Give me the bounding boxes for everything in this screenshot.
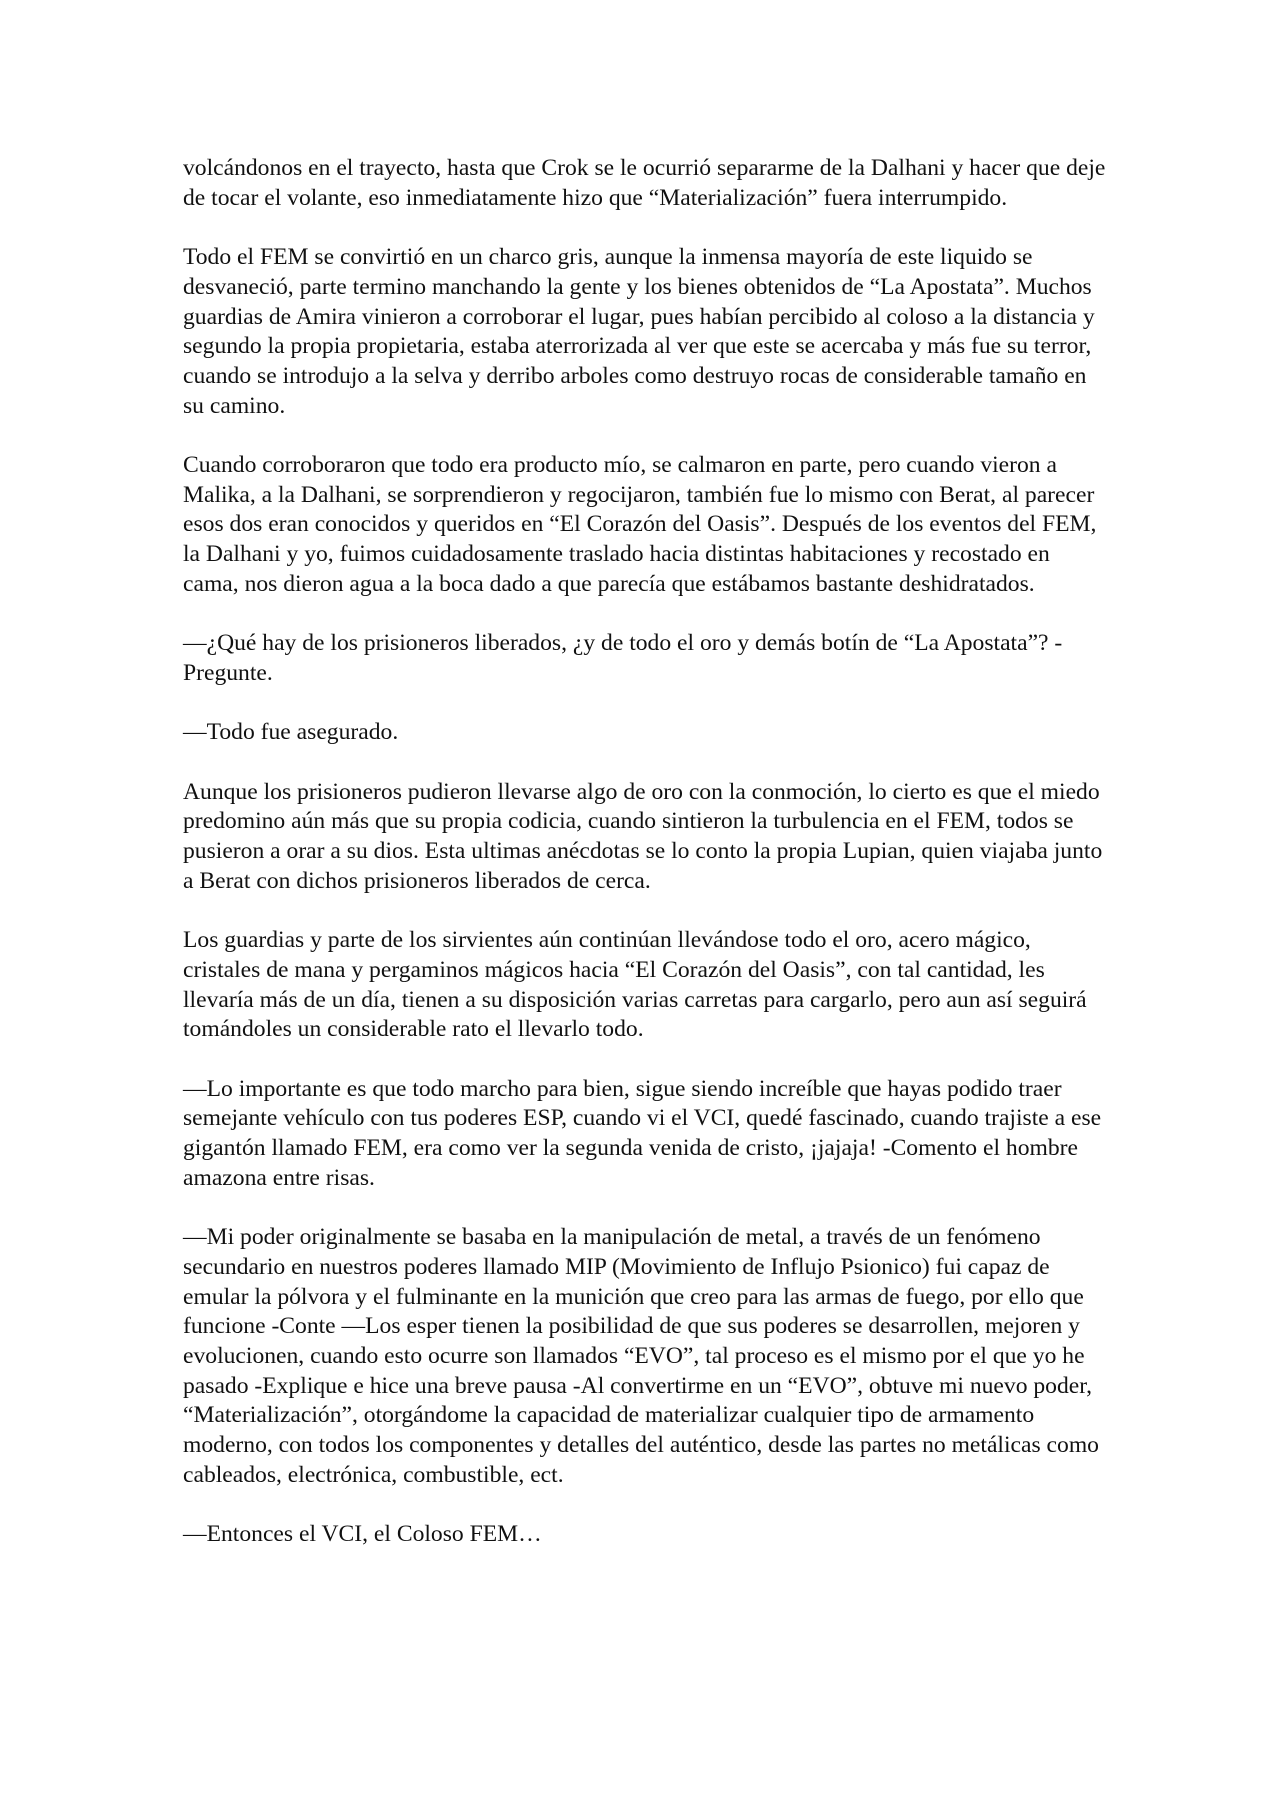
dialogue-question: —¿Qué hay de los prisioneros liberados, ¿y de todo el oro y demás botín de “La Apostata”? -Pregunte.: [183, 630, 1063, 686]
paragraph-7: Los guardias y parte de los sirvientes aún continúan llevándose todo el oro, acero mágico, cristales de mana y pergaminos mágicos hacia “El Corazón del Oasis”, con tal cantidad, les llevaría más de un día, tienen a su disposición varias carretas para cargarlo, pero aun así seguirá tomándoles un considerable rato el llevarlo todo.: [183, 927, 1087, 1043]
paragraph-3: Cuando corroboraron que todo era producto mío, se calmaron en parte, pero cuando vieron a Malika, a la Dalhani, se sorprendieron y regocijaron, también fue lo mismo con Berat, al parecer esos dos eran conocidos y queridos en “El Corazón del Oasis”. Después de los eventos del FEM, la Dalhani y yo, fuimos cuidadosamente traslado hacia distintas habitaciones y recostado en cama, nos dieron agua a la boca dado a que parecía que estábamos bastante deshidratados.: [183, 452, 1097, 597]
dialogue-comment: —Lo importante es que todo marcho para bien, sigue siendo increíble que hayas podido traer semejante vehículo con tus poderes ESP, cuando vi el VCI, quedé fascinado, cuando trajiste a ese gigantón llamado FEM, era como ver la segunda venida de cristo, ¡jajaja! -Comento el hombre amazona entre risas.: [183, 1075, 1102, 1191]
paragraph-2: Todo el FEM se convirtió en un charco gris, aunque la inmensa mayoría de este liquido se desvaneció, parte termino manchando la gente y los bienes obtenidos de “La Apostata”. Muchos guardias de Amira vinieron a corroborar el lugar, pues habían percibido al coloso a la distancia y segundo la propia propietaria, estaba aterrorizada al ver que este se acercaba y más fue su terror, cuando se introdujo a la selva y derribo arboles como destruyo rocas de considerable tamaño en su camino.: [183, 244, 1095, 419]
document-body: [183, 154, 1108, 1550]
dialogue-closing: —Entonces el VCI, el Coloso FEM…: [183, 1521, 542, 1548]
paragraph-6: Aunque los prisioneros pudieron llevarse algo de oro con la conmoción, lo cierto es que el miedo predomino aún más que su propia codicia, cuando sintieron la turbulencia en el FEM, todos se pusieron a orar a su dios. Esta ultimas anécdotas se lo conto la propia Lupian, quien viajaba junto a Berat con dichos prisioneros liberados de cerca.: [183, 778, 1103, 894]
dialogue-explanation: —Mi poder originalmente se basaba en la manipulación de metal, a través de un fenómeno secundario en nuestros poderes llamado MIP (Movimiento de Influjo Psionico) fui capaz de emular la pólvora y el fulminante en la munición que creo para las armas de fuego, por ello que funcione -Conte —Los esper tienen la posibilidad de que sus poderes se desarrollen, mejoren y evolucionen, cuando esto ocurre son llamados “EVO”, tal proceso es el mismo por el que yo he pasado -Explique e hice una breve pausa -Al convertirme en un “EVO”, obtuve mi nuevo poder, “Materialización”, otorgándome la capacidad de materializar cualquier tipo de armamento moderno, con todos los componentes y detalles del auténtico, desde las partes no metálicas como cableados, electrónica, combustible, ect.: [183, 1224, 1099, 1488]
paragraph-1: volcándonos en el trayecto, hasta que Crok se le ocurrió separarme de la Dalhani y hacer que deje de tocar el volante, eso inmediatamente hizo que “Materialización” fuera interrumpido.: [183, 155, 1106, 211]
dialogue-answer: —Todo fue asegurado.: [183, 719, 399, 746]
